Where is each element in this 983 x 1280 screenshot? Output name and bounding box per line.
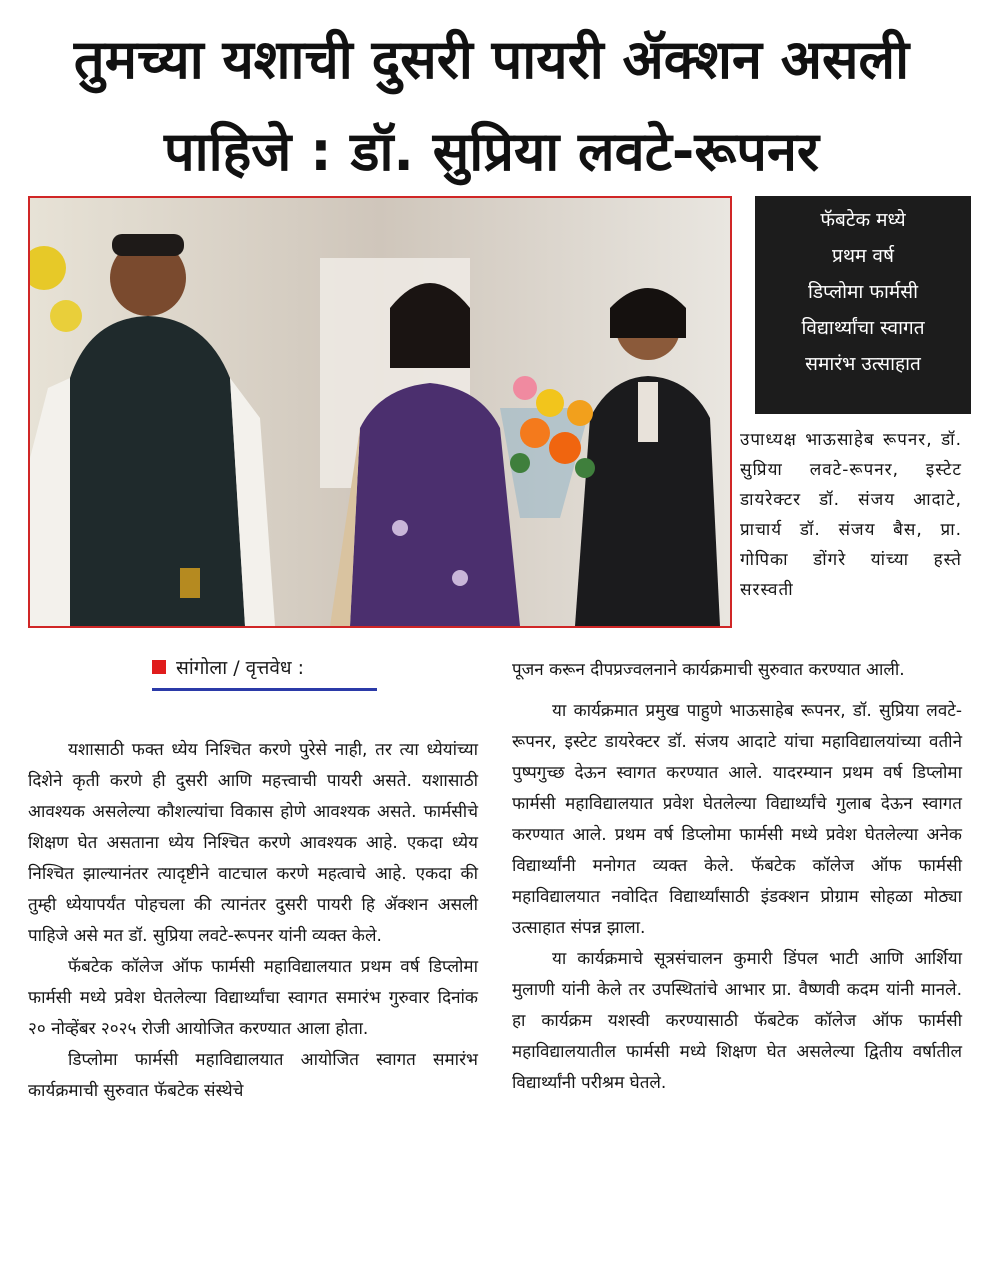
left-paragraph-2: फॅबटेक कॉलेज ऑफ फार्मसी महाविद्यालयात प्रथम वर्ष डिप्लोमा फार्मसी मध्ये प्रवेश घेतलेल्या विद्यार्थ्यांचा स्वागत समारंभ गुरुवार दिनांक २० नोव्हेंबर २०२५ रोजी आयोजित करण्यात आला होता. [28,957,478,1039]
dateline-square-icon [152,660,166,674]
right-column [512,655,962,1099]
subhead-line: समारंभ उत्साहात [805,353,921,375]
left-paragraph-1: यशासाठी फक्त ध्येय निश्चित करणे पुरेसे नाही, तर त्या ध्येयांच्या दिशेने कृती करणे ही दुसरी आणि महत्त्वाची पायरी असते. यशासाठी आवश्यक असलेल्या कौशल्यांचा विकास होणे आवश्यक असते. फार्मसीचे शिक्षण घेत असताना ध्येय निश्चित करणे आवश्यक आहे. एकदा ध्येय निश्चित झाल्यानंतर त्यादृष्टीने वाटचाल करणे महत्वाचे आहे. एकदा की तुम्ही ध्येयापर्यंत पोहचला की त्यानंतर दुसरी पायरी हि ॲक्शन असली पाहिजे असे मत डॉ. सुप्रिया लवटे-रूपनर यांनी व्यक्त केले. [28,740,478,946]
right-narrow-column [740,425,962,605]
right-narrow-paragraph: उपाध्यक्ष भाऊसाहेब रूपनर, डॉ. सुप्रिया लवटे-रूपनर, इस्टेट डायरेक्टर डॉ. संजय आदाटे, प्राचार्य डॉ. संजय बैस, प्रा. गोपिका डोंगरे यांच्या हस्ते सरस्वती [740,430,962,600]
left-paragraph-3: डिप्लोमा फार्मसी महाविद्यालयात आयोजित स्वागत समारंभ कार्यक्रमाची सुरुवात फॅबटेक संस्थेचे [28,1050,478,1101]
right-paragraph-3: या कार्यक्रमाचे सूत्रसंचालन कुमारी डिंपल भाटी आणि आर्शिया मुलाणी यांनी केले तर उपस्थितांचे आभार प्रा. वैष्णवी कदम यांनी मानले. हा कार्यक्रम यशस्वी करण्यासाठी फॅबटेक कॉलेज ऑफ फार्मसी महाविद्यालयातील फार्मसी मध्ये शिक्षण घेत असलेल्या द्वितीय वर्षातील विद्यार्थ्यांनी परीश्रम घेतले. [512,949,962,1093]
left-column [28,735,478,1107]
subhead-line: प्रथम वर्ष [832,245,894,267]
subhead-box [755,196,971,414]
subhead-line: विद्यार्थ्यांचा स्वागत [801,317,925,339]
subhead-line: डिप्लोमा फार्मसी [807,281,919,303]
news-photo [28,196,732,628]
dateline-text: सांगोला / वृत्तवेध : [176,657,305,679]
right-paragraph-2: या कार्यक्रमात प्रमुख पाहुणे भाऊसाहेब रूपनर, डॉ. सुप्रिया लवटे-रूपनर, इस्टेट डायरेक्टर डॉ. संजय आदाटे यांचा महाविद्यालयांच्या वतीने पुष्पगुच्छ देऊन स्वागत करण्यात आले. यादरम्यान प्रथम वर्ष डिप्लोमा फार्मसी महाविद्यालयात प्रवेश घेतलेल्या विद्यार्थ्यांचे गुलाब देऊन स्वागत करण्यात आले. प्रथम वर्ष डिप्लोमा फार्मसी मध्ये प्रवेश घेतलेल्या अनेक विद्यार्थ्यांनी मनोगत व्यक्त केले. फॅबटेक कॉलेज ऑफ फार्मसी महाविद्यालयात नवोदित विद्यार्थ्यांसाठी इंडक्शन प्रोग्राम सोहळा मोठ्या उत्साहात संपन्न झाला. [512,701,962,938]
headline [20,14,963,198]
headline-line-1: तुमच्या यशाची दुसरी पायरी ॲक्शन असली [73,28,910,91]
headline-line-2: पाहिजे : डॉ. सुप्रिया लवटे-रूपनर [163,120,820,183]
dateline-underline [152,688,377,691]
photo-illustration [30,198,730,626]
right-paragraph-1: पूजन करून दीपप्रज्वलनाने कार्यक्रमाची सुरुवात करण्यात आली. [512,660,905,680]
subhead-line: फॅबटेक मध्ये [820,209,906,231]
dateline [152,654,377,680]
